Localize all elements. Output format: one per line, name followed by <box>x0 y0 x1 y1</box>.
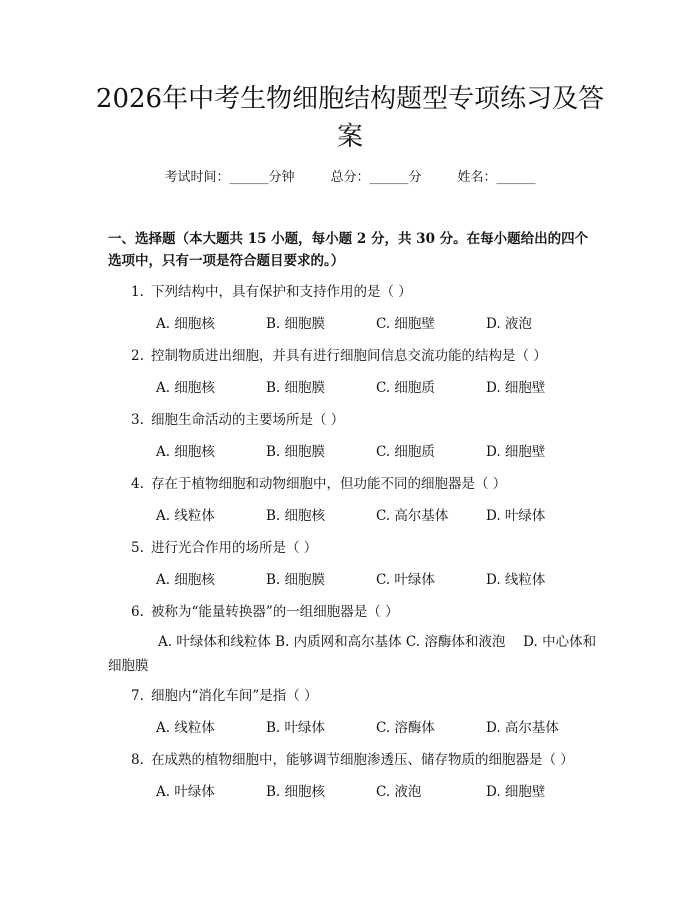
option-c: C. 细胞质 <box>376 380 435 396</box>
score-blank: ______ <box>369 170 409 185</box>
option-d: D. 叶绿体 <box>486 508 546 524</box>
option-c: C. 高尔基体 <box>376 508 449 524</box>
option-c: C. 液泡 <box>376 784 422 800</box>
option-a: A. 细胞核 <box>156 380 215 396</box>
option-c: C. 叶绿体 <box>376 572 435 588</box>
option-b: B. 细胞核 <box>266 784 326 800</box>
option-c: C. 溶酶体 <box>376 720 435 736</box>
question-number: 6. <box>131 604 144 620</box>
option-a: A. 细胞核 <box>156 444 215 460</box>
option-b: B. 细胞膜 <box>266 316 326 332</box>
question-text: 在成熟的植物细胞中，能够调节细胞渗透压、储存物质的细胞器是（ ） <box>151 752 574 768</box>
option-a: A. 叶绿体 <box>156 784 215 800</box>
question-8-options <box>156 782 606 802</box>
question-8 <box>131 750 601 770</box>
question-text: 存在于植物细胞和动物细胞中，但功能不同的细胞器是（ ） <box>151 476 507 492</box>
option-d: D. 高尔基体 <box>486 720 559 736</box>
question-3 <box>131 410 601 430</box>
option-b: B. 细胞膜 <box>266 444 326 460</box>
question-4-options <box>156 506 606 526</box>
question-number: 4. <box>131 476 144 492</box>
option-d: D. 细胞壁 <box>486 380 546 396</box>
question-text: 被称为“能量转换器”的一组细胞器是（ ） <box>151 604 399 620</box>
option-d: D. 液泡 <box>486 316 532 332</box>
exam-info <box>0 168 700 188</box>
question-6-options: A. 叶绿体和线粒体 B. 内质网和高尔基体 C. 溶酶体和液泡 D. 中心体和细胞膜 <box>108 634 597 674</box>
option-a: A. 线粒体 <box>156 720 215 736</box>
section-heading: 一、选择题（本大题共 15 小题，每小题 2 分，共 30 分。在每小题给出的四个选项中，只有一项是符合题目要求的。） <box>108 231 589 269</box>
question-number: 5. <box>131 540 144 556</box>
question-5-options <box>156 570 606 590</box>
question-7-options <box>156 718 606 738</box>
question-number: 3. <box>131 412 144 428</box>
option-d: D. 线粒体 <box>486 572 546 588</box>
option-d: D. 细胞壁 <box>486 444 546 460</box>
time-label: 考试时间： <box>164 170 230 185</box>
question-4 <box>131 474 601 494</box>
question-text: 控制物质进出细胞，并具有进行细胞间信息交流功能的结构是（ ） <box>151 348 547 364</box>
question-text: 细胞内“消化车间”是指（ ） <box>151 688 318 704</box>
option-b: B. 细胞核 <box>266 508 326 524</box>
option-a: A. 线粒体 <box>156 508 215 524</box>
question-1-options <box>156 314 606 334</box>
name-label: 姓名： <box>457 170 497 185</box>
option-b: B. 细胞膜 <box>266 572 326 588</box>
time-blank: ______ <box>229 170 269 185</box>
question-1 <box>131 282 601 302</box>
question-7 <box>131 686 601 706</box>
option-c: C. 细胞质 <box>376 444 435 460</box>
option-c: C. 细胞壁 <box>376 316 435 332</box>
option-b: B. 叶绿体 <box>266 720 326 736</box>
question-number: 1. <box>131 284 144 300</box>
option-d: D. 细胞壁 <box>486 784 546 800</box>
question-text: 细胞生命活动的主要场所是（ ） <box>151 412 345 428</box>
question-2-options <box>156 378 606 398</box>
question-number: 7. <box>131 688 144 704</box>
score-label: 总分： <box>330 170 370 185</box>
option-a: A. 细胞核 <box>156 316 215 332</box>
question-text: 进行光合作用的场所是（ ） <box>151 540 318 556</box>
question-number: 8. <box>131 752 144 768</box>
question-text: 下列结构中，具有保护和支持作用的是（ ） <box>151 284 412 300</box>
document-title: 2026年中考生物细胞结构题型专项练习及答案 <box>95 84 605 152</box>
question-number: 2. <box>131 348 144 364</box>
question-2 <box>131 346 601 366</box>
score-unit: 分 <box>408 170 422 185</box>
name-blank: ______ <box>496 170 536 185</box>
question-6 <box>131 602 601 622</box>
option-b: B. 细胞膜 <box>266 380 326 396</box>
option-a: A. 细胞核 <box>156 572 215 588</box>
question-5 <box>131 538 601 558</box>
question-3-options <box>156 442 606 462</box>
time-unit: 分钟 <box>268 170 295 185</box>
